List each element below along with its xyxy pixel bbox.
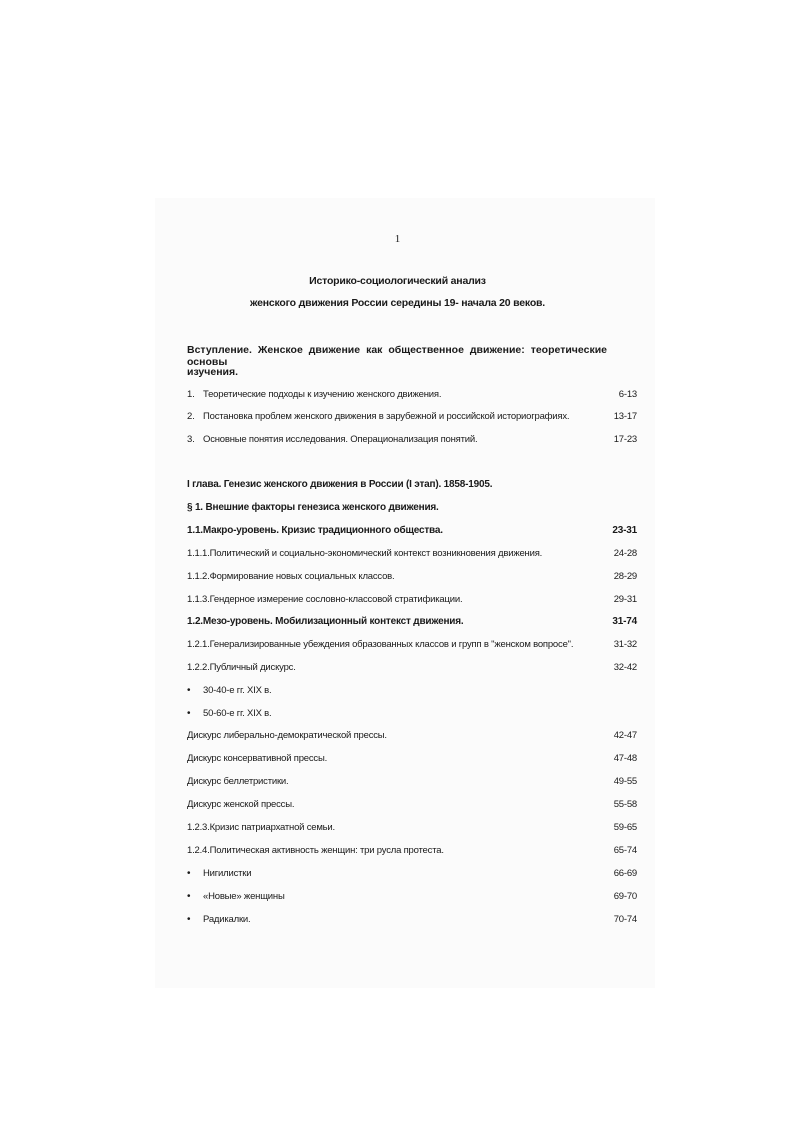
toc-entry (187, 637, 637, 653)
document-title-line-2: женского движения России середины 19- начала 20 веков. (249, 297, 546, 309)
toc-entry (187, 614, 637, 630)
page-range: 66-69 (613, 868, 637, 879)
item-label: 1.1.3.Гендерное измерение сословно-классовой стратификации. (187, 594, 463, 605)
page-range: 31-32 (613, 639, 637, 650)
document-title-line-1: Историко-социологический анализ (309, 275, 486, 287)
toc-entry (187, 432, 637, 448)
toc-entry (187, 751, 637, 767)
section-heading: § 1. Внешние факторы генезиса женского движения. (187, 502, 439, 513)
page-range: 47-48 (613, 753, 637, 764)
item-label: 50-60-е гг. XIX в. (203, 708, 272, 719)
toc-entry (187, 409, 637, 425)
page-range: 28-29 (613, 571, 637, 582)
chapter-heading: I глава. Генезис женского движения в России (I этап). 1858-1905. (187, 479, 493, 490)
toc-entry (187, 912, 637, 928)
toc-entry (187, 728, 637, 744)
page-range: 69-70 (613, 891, 637, 902)
bullet-icon: • (187, 868, 191, 879)
item-label: Дискурс беллетристики. (187, 776, 289, 787)
item-label: 1.1.1.Политический и социально-экономический контекст возникновения движения. (187, 548, 543, 559)
toc-entry (187, 660, 637, 676)
toc-entry (187, 387, 637, 403)
page-range: 6-13 (618, 389, 637, 400)
intro-heading-line-2: изучения. (187, 366, 239, 378)
page-range: 70-74 (613, 914, 637, 925)
item-label: Радикалки. (203, 914, 251, 925)
page-range: 55-58 (613, 799, 637, 810)
page-range: 13-17 (613, 411, 637, 422)
page-range: 24-28 (613, 548, 637, 559)
page-range: 32-42 (613, 662, 637, 673)
item-label: 1.2.4.Политическая активность женщин: три русла протеста. (187, 845, 444, 856)
bullet-icon: • (187, 708, 191, 719)
page-range: 17-23 (613, 434, 637, 445)
item-label: 1.1.2.Формирование новых социальных классов. (187, 571, 395, 582)
page-range: 31-74 (612, 616, 637, 627)
item-label: 1.2.1.Генерализированные убеждения образованных классов и групп в "женском вопросе". (187, 639, 574, 650)
item-label: 1.2.2.Публичный дискурс. (187, 662, 296, 673)
toc-entry (187, 546, 637, 562)
toc-entry (187, 523, 637, 539)
item-label: 1.2.Мезо-уровень. Мобилизационный контекст движения. (187, 616, 464, 627)
toc-entry (187, 706, 637, 722)
toc-entry (187, 889, 637, 905)
toc-entry (187, 774, 637, 790)
item-number: 1. (187, 389, 195, 400)
item-label: 1.2.3.Кризис патриархатной семьи. (187, 822, 335, 833)
item-label: Нигилистки (203, 868, 252, 879)
toc-entry (187, 592, 637, 608)
intro-heading-line-1: Вступление. Женское движение как общественное движение: теоретические основы (187, 344, 607, 368)
page-range: 23-31 (612, 525, 637, 536)
toc-entry (187, 866, 637, 882)
bullet-icon: • (187, 891, 191, 902)
item-label: Дискурс либерально-демократической прессы. (187, 730, 387, 741)
page-range: 65-74 (613, 845, 637, 856)
page-range: 59-65 (613, 822, 637, 833)
bullet-icon: • (187, 914, 191, 925)
page-range: 42-47 (613, 730, 637, 741)
item-number: 3. (187, 434, 195, 445)
item-label: Основные понятия исследования. Операционализация понятий. (203, 434, 478, 445)
toc-entry (187, 843, 637, 859)
item-label: Дискурс консервативной прессы. (187, 753, 328, 764)
page-number: 1 (394, 233, 401, 245)
item-label: Дискурс женской прессы. (187, 799, 295, 810)
item-label: «Новые» женщины (203, 891, 285, 902)
item-number: 2. (187, 411, 195, 422)
toc-entry (187, 683, 637, 699)
item-label: 1.1.Макро-уровень. Кризис традиционного общества. (187, 525, 443, 536)
item-label: Постановка проблем женского движения в зарубежной и российской историографиях. (203, 411, 570, 422)
page-range: 49-55 (613, 776, 637, 787)
item-label: Теоретические подходы к изучению женского движения. (203, 389, 442, 400)
toc-entry (187, 820, 637, 836)
toc-entry (187, 569, 637, 585)
toc-entry (187, 797, 637, 813)
bullet-icon: • (187, 685, 191, 696)
page-range: 29-31 (613, 594, 637, 605)
item-label: 30-40-е гг. XIX в. (203, 685, 272, 696)
